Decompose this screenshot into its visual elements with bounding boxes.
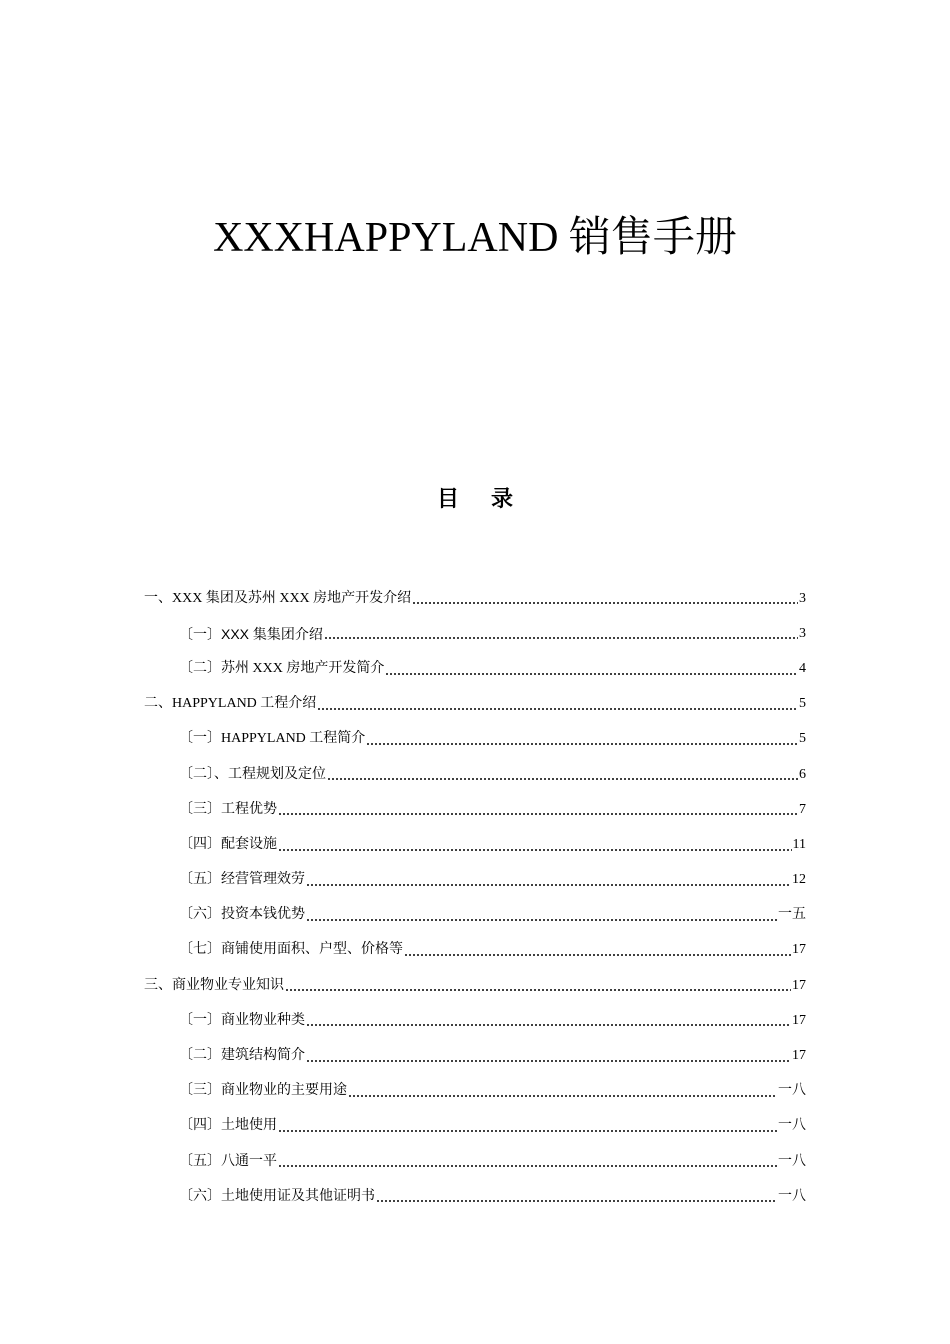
toc-entry-page: 一八 <box>778 1188 806 1204</box>
toc-entry[interactable] <box>0 898 950 933</box>
toc-entry-text: 〔五〕八通一平 <box>179 1153 277 1169</box>
table-of-contents <box>0 581 950 1214</box>
toc-dot-leader <box>278 1165 777 1167</box>
toc-entry-page: 11 <box>792 836 806 852</box>
toc-entry-text: 〔二〕、工程规划及定位 <box>179 766 326 782</box>
toc-entry-text: 〔六〕投资本钱优势 <box>179 907 305 923</box>
toc-entry-page: 一八 <box>778 1083 806 1099</box>
toc-dot-leader <box>317 708 798 710</box>
toc-entry[interactable] <box>0 581 950 616</box>
toc-entry-page: 5 <box>799 731 806 747</box>
toc-entry[interactable] <box>0 933 950 968</box>
toc-entry[interactable] <box>0 863 950 898</box>
toc-dot-leader <box>348 1095 777 1097</box>
toc-entry[interactable] <box>0 1179 950 1214</box>
toc-dot-leader <box>278 1130 777 1132</box>
toc-entry-text: 三、商业物业专业知识 <box>144 977 284 993</box>
toc-entry[interactable] <box>0 1144 950 1179</box>
toc-entry-text: 〔四〕配套设施 <box>179 836 277 852</box>
toc-dot-leader <box>385 673 798 675</box>
toc-entry-page: 5 <box>799 696 806 712</box>
toc-entry-page: 17 <box>792 942 806 958</box>
toc-entry-text: 〔三〕商业物业的主要用途 <box>179 1083 347 1099</box>
toc-entry-page: 一八 <box>778 1118 806 1134</box>
toc-entry-text: 〔四〕土地使用 <box>179 1118 277 1134</box>
toc-entry-page: 7 <box>799 801 806 817</box>
toc-entry-page: 6 <box>799 766 806 782</box>
toc-entry-page: 12 <box>792 872 806 888</box>
toc-dot-leader <box>306 1024 791 1026</box>
toc-entry-text: 〔一〕XXX 集集团介绍 <box>179 625 323 642</box>
toc-entry[interactable] <box>0 968 950 1003</box>
toc-entry[interactable] <box>0 722 950 757</box>
toc-entry-page: 17 <box>792 1012 806 1028</box>
toc-heading: 目录 <box>436 486 545 512</box>
toc-entry[interactable] <box>0 651 950 686</box>
toc-entry-text: 〔六〕土地使用证及其他证明书 <box>179 1188 375 1204</box>
toc-entry-text: 一、XXX 集团及苏州 XXX 房地产开发介绍 <box>144 590 412 606</box>
toc-dot-leader <box>324 637 798 639</box>
toc-entry[interactable] <box>0 1003 950 1038</box>
toc-entry[interactable] <box>0 1074 950 1109</box>
toc-entry-text: 〔七〕商铺使用面积、户型、价格等 <box>179 942 403 958</box>
toc-entry[interactable] <box>0 1038 950 1073</box>
toc-entry-page: 17 <box>792 1048 806 1064</box>
toc-dot-leader <box>366 743 798 745</box>
toc-entry[interactable] <box>0 757 950 792</box>
toc-entry-page: 17 <box>792 977 806 993</box>
toc-entry[interactable] <box>0 687 950 722</box>
toc-dot-leader <box>376 1200 777 1202</box>
toc-entry-text: 〔一〕商业物业种类 <box>179 1012 305 1028</box>
toc-entry-page: 3 <box>799 590 806 606</box>
toc-dot-leader <box>278 849 792 851</box>
toc-dot-leader <box>327 778 798 780</box>
toc-entry-text: 〔三〕工程优势 <box>179 801 277 817</box>
toc-entry-text: 〔五〕经营管理效劳 <box>179 872 305 888</box>
toc-dot-leader <box>285 989 791 991</box>
toc-entry-page: 一五 <box>778 907 806 923</box>
toc-entry-text: 〔二〕苏州 XXX 房地产开发简介 <box>179 660 385 676</box>
toc-dot-leader <box>306 919 777 921</box>
toc-entry-page: 3 <box>799 625 806 641</box>
toc-dot-leader <box>306 884 791 886</box>
toc-dot-leader <box>278 813 798 815</box>
toc-entry-text: 〔一〕HAPPYLAND 工程简介 <box>179 731 366 747</box>
toc-entry-text: 二、HAPPYLAND 工程介绍 <box>144 696 317 712</box>
toc-entry-page: 4 <box>799 660 806 676</box>
toc-dot-leader <box>306 1060 791 1062</box>
toc-entry[interactable] <box>0 616 950 651</box>
toc-entry[interactable] <box>0 827 950 862</box>
toc-entry-text: 〔二〕建筑结构简介 <box>179 1048 305 1064</box>
toc-entry-page: 一八 <box>778 1153 806 1169</box>
toc-entry[interactable] <box>0 792 950 827</box>
document-title: XXXHAPPYLAND 销售手册 <box>213 215 737 261</box>
toc-entry[interactable] <box>0 1109 950 1144</box>
toc-dot-leader <box>412 602 798 604</box>
toc-dot-leader <box>404 954 791 956</box>
